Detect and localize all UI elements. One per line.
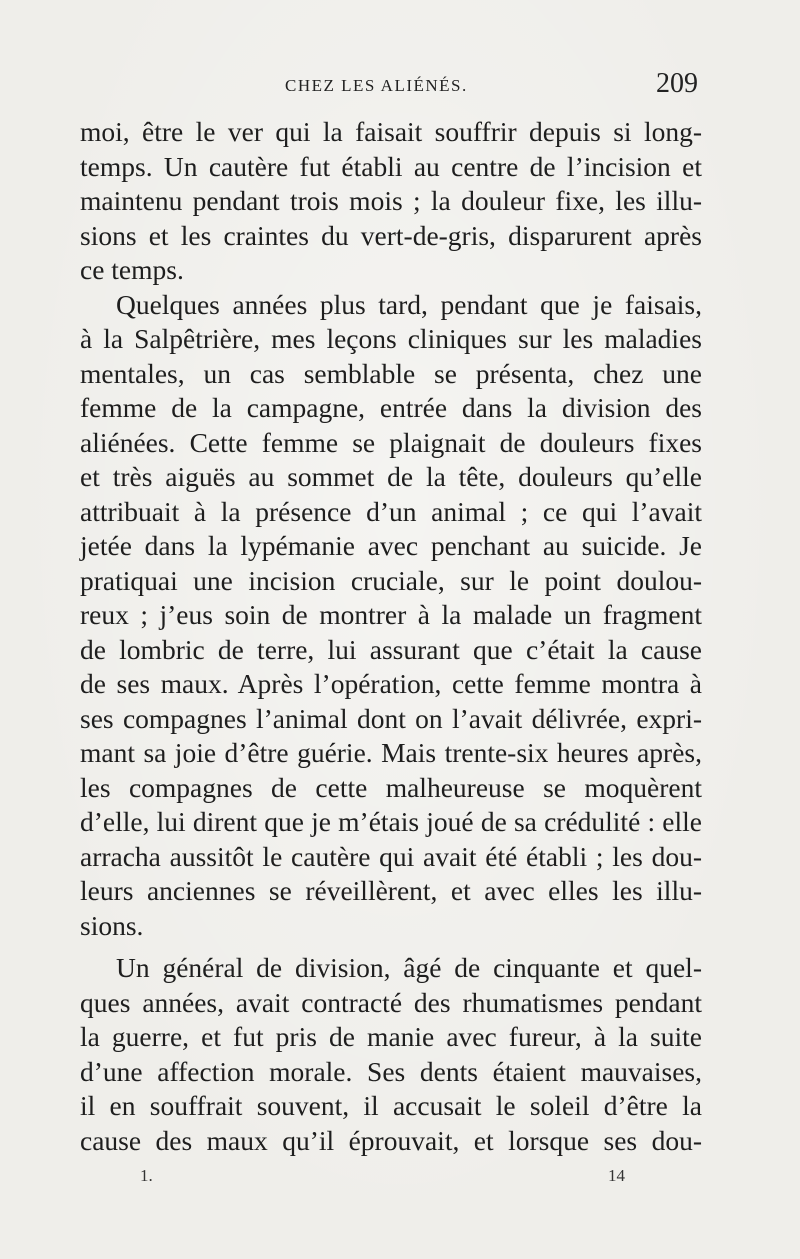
text-line: Quelques années plus tard, pendant que je faisais, — [116, 288, 702, 320]
text-line: ques années, avait contracté des rhumatismes pendant — [80, 986, 702, 1018]
text-line: cause des maux qu’il éprouvait, et lorsque ses dou- — [80, 1124, 702, 1156]
text-line: temps. Un cautère fut établi au centre de l’incision et — [80, 150, 702, 182]
text-line: ce temps. — [80, 254, 184, 285]
text-line: mentales, un cas semblable se présenta, chez une — [80, 357, 702, 389]
page-header — [80, 68, 720, 112]
signature-mark-right: 14 — [608, 1166, 625, 1185]
paragraph — [80, 115, 702, 288]
text-line: et très aiguës au sommet de la tête, douleurs qu’elle — [80, 461, 702, 492]
text-line: jetée dans la lypémanie avec penchant au suicide. Je — [80, 530, 702, 561]
running-head: CHEZ LES ALIÉNÉS. — [285, 76, 468, 95]
text-line: ses compagnes l’animal dont on l’avait délivrée, expri- — [80, 702, 702, 734]
paragraph-spacer — [80, 943, 702, 951]
text-line: de ses maux. Après l’opération, cette femme montra à — [80, 668, 702, 699]
text-line: aliénées. Cette femme se plaignait de douleurs fixes — [80, 426, 702, 458]
text-line: il en souffrait souvent, il accusait le soleil d’être la — [80, 1090, 702, 1121]
text-line: leurs anciennes se réveillèrent, et avec elles les illu- — [80, 875, 702, 906]
text-line: sions. — [80, 909, 144, 941]
text-line: moi, être le ver qui la faisait souffrir depuis si long- — [80, 116, 702, 147]
page-number: 209 — [656, 68, 698, 99]
text-line: femme de la campagne, entrée dans la division des — [80, 392, 702, 423]
text-line: pratiquai une incision cruciale, sur le point doulou- — [80, 564, 702, 596]
text-line: reux ; j’eus soin de montrer à la malade un fragment — [80, 599, 702, 630]
text-line: de lombric de terre, lui assurant que c’était la cause — [80, 633, 702, 665]
text-line: attribuait à la présence d’un animal ; ce qui l’avait — [80, 495, 702, 527]
text-line: la guerre, et fut pris de manie avec fureur, à la suite — [80, 1021, 702, 1052]
body-text — [80, 115, 702, 1158]
text-line: les compagnes de cette malheureuse se moquèrent — [80, 771, 702, 803]
paragraph — [80, 951, 702, 1158]
text-line: Un général de division, âgé de cinquante et quel- — [116, 952, 702, 983]
text-line: maintenu pendant trois mois ; la douleur fixe, les illu- — [80, 185, 702, 216]
signature-mark-left: 1. — [140, 1166, 153, 1185]
text-line: arracha aussitôt le cautère qui avait été établi ; les dou- — [80, 840, 702, 872]
paragraph — [80, 288, 702, 944]
text-line: mant sa joie d’être guérie. Mais trente-six heures après, — [80, 737, 702, 768]
page-footer — [80, 1166, 720, 1192]
text-line: d’une affection morale. Ses dents étaient mauvaises, — [80, 1055, 702, 1087]
text-line: sions et les craintes du vert-de-gris, disparurent après — [80, 219, 702, 251]
text-line: d’elle, lui dirent que je m’étais joué de sa crédulité : elle — [80, 806, 702, 837]
text-line: à la Salpêtrière, mes leçons cliniques sur les maladies — [80, 323, 702, 354]
